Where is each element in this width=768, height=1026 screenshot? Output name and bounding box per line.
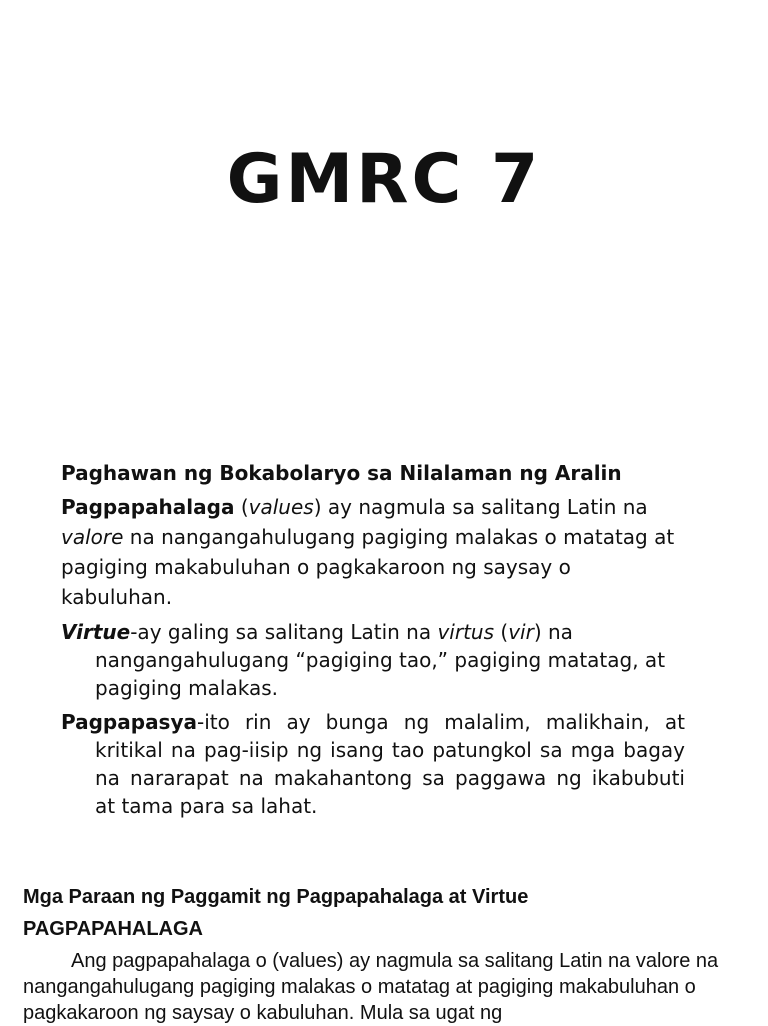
definition-text: ( (234, 495, 249, 519)
term-pagpapasya: Pagpapasya (61, 710, 197, 734)
page-title: GMRC 7 (226, 140, 542, 219)
definition-text: na nangangahulugang pagiging malakas o matatag at pagiging makabuluhan o pagkakaroon ng saysay o kabuluhan. (61, 525, 675, 609)
term-vir: vir (508, 620, 534, 644)
term-virtue: Virtue (61, 620, 131, 644)
term-virtus: virtus (437, 620, 495, 644)
definition-text: ) ay nagmula sa salitang Latin na (313, 495, 648, 519)
definition-text: -ito rin ay bunga ng malalim, malikhain, at kritikal na pag-iisip ng isang tao patungkol sa mga bagay na nararapat na makahantong sa paggawa ng ikabubuti at tama para sa lahat. (95, 710, 685, 818)
term-values: values (248, 495, 314, 519)
definition-text: -ay galing sa salitang Latin na (130, 620, 438, 644)
definition-text: ) na nangangahulugang “pagiging tao,” pagiging matatag, at pagiging malakas. (95, 620, 666, 700)
ways-body: Ang pagpapahalaga o (values) ay nagmula sa salitang Latin na valore na nangangahulugang pagiging malakas o matatag at pagiging makabuluhan o pagkakaroon ng saysay o kabuluhan. Mula sa ugat ng (23, 950, 719, 1024)
definition-pagpapahalaga (61, 492, 685, 612)
term-pagpapahalaga: Pagpapahalaga (61, 495, 235, 519)
ways-section (23, 882, 738, 1026)
term-valore: valore (61, 525, 124, 549)
ways-heading: Mga Paraan ng Paggamit ng Pagpapahalaga at Virtue (23, 886, 529, 908)
definition-virtue (61, 618, 685, 702)
vocabulary-heading: Paghawan ng Bokabolaryo sa Nilalaman ng Aralin (61, 461, 622, 485)
definition-text: ( (494, 620, 509, 644)
ways-subheading: PAGPAPAHALAGA (23, 918, 203, 940)
vocabulary-section (61, 458, 685, 826)
definition-pagpapasya (61, 708, 685, 820)
